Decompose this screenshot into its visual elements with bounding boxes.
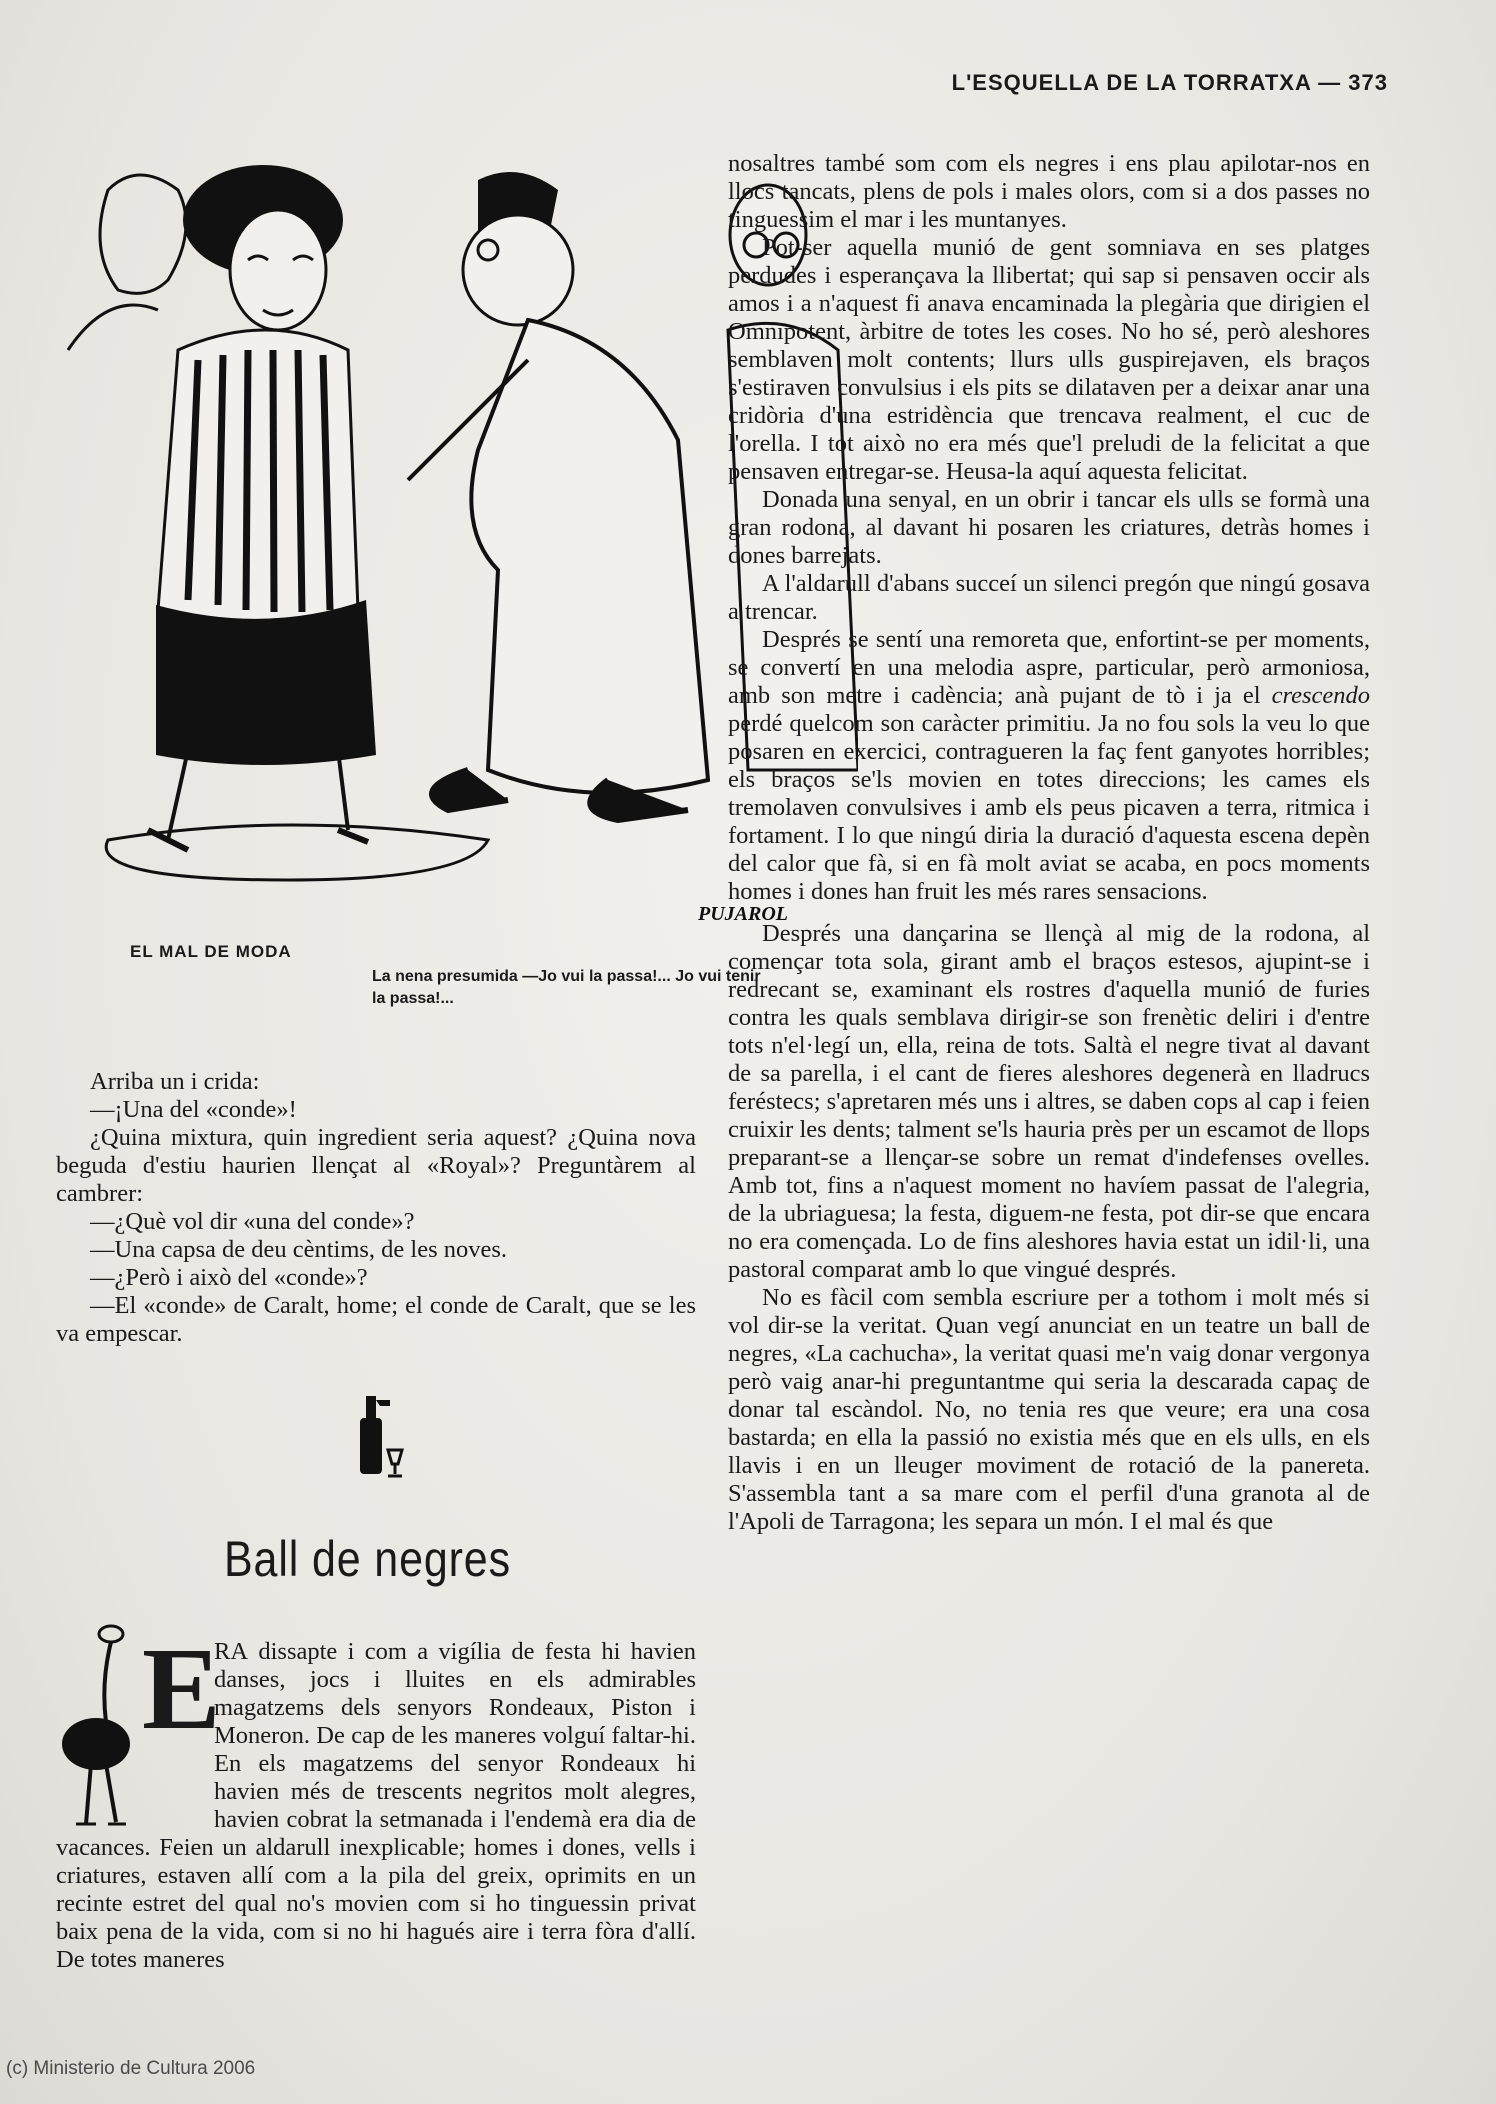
article-body-left: [56, 1623, 696, 1974]
paragraph: Donada una senyal, en un obrir i tancar els ulls se formà una gran rodona, al davant hi posaren les criatures, detràs homes i dones barrejats.: [728, 486, 1370, 569]
artist-signature: PUJAROL: [698, 903, 788, 925]
paragraph: —¿Què vol dir «una del conde»?: [90, 1208, 415, 1235]
article-opening-text: dissapte i com a vigília de festa hi havien danses, jocs i lluites en els admirables magatzems dels senyors Rondeaux, Piston i Moneron. De cap de les maneres volguí faltar-hi. En els magatzems del senyor Rondeaux hi havien més de trescents negritos molt alegres, havien cobrat la setmanada i l'endemà era dia de vacances. Feien un aldarull inexplicable; homes i dones, vells i criatures, estaven allí com a la pila del greix, oprimits en un recinte estret del qual no's movien com si ho tinguessin privat baix pena de la vida, com si no hi hagués aire i terra fòra d'allí. De totes maneres: [56, 1638, 696, 1973]
paragraph: [728, 626, 1370, 906]
caption-title: EL MAL DE MODA: [130, 942, 292, 961]
crying-woman: [148, 165, 376, 850]
caption-text: La nena presumida —Jo vui la passa!... Jo vui tenir la passa!...: [372, 968, 761, 1007]
conde-section: [56, 1068, 696, 1348]
paragraph: Arriba un i crida:: [90, 1068, 260, 1095]
paragraph: nosaltres també som com els negres i ens plau apilotar-nos en llocs tancats, plens de pols i males olors, com si a dos passes no tinguessim el mar i les muntanyes.: [728, 150, 1370, 233]
siphon-icon: [352, 1390, 408, 1480]
text-run: perdé quelcom son caràcter primitiu. Ja no fou sols la veu lo que posaren en exercici, contragueren la faç fent ganyotes horribles; els braços se'ls movien en totes direccions; les cames els tremolaven convulsives i amb els peus picaven a terra, ritmica i fortament. I lo que ningú diria la duració d'aquesta escena depèn del calor que fà, si en fà molt aviat se acaba, en pocs moments homes i dones han fruit les més rares sensacions.: [728, 710, 1370, 905]
running-head: L'ESQUELLA DE LA TORRATXA — 373: [951, 70, 1388, 95]
paragraph: No es fàcil com sembla escriure per a tothom i molt més si vol dir-se la veritat. Quan vegí anunciat en un teatre un ball de negres, «La cachucha», la veritat quasi me'n vaig donar vergonya però vaig anar-hi preguntantme qui seria la descarada capaç de donar tal escàndol. No, no tenia res que veure; era una cosa bastarda; en ella la passió no existia més que en els ulls, en els llavis i en un lleuger moviment de rotació de la panereta. S'assembla tant a sa mare com el perfil d'una granota al de l'Apoli de Tarragona; les separa un món. I el mal és que: [728, 1284, 1370, 1535]
paragraph: Després una dançarina se llençà al mig de la rodona, al començar tota sola, girant amb el braços estesos, ajupint-se i redrecant se, examinant els rostres d'aquella munió de furies contra les quals semblava dirigir-se son frenètic deliri i d'entre tots n'el·legí un, ella, reina de tots. Saltà el negre tivat al davant de sa parella, i el cant de fieres aleshores degenerà en lladrucs feréstecs; s'apretaren més uns i altres, se daben cops al cap i feien cruixir les dents; talment se'ls hauria près per un escamot de llops preparant-se a llençar-se sobre un remat d'indefenses ovelles. Amb tot, fins a n'aquest moment no havíem passat de l'alegria, de la ubriaguesa; la festa, diguem-ne festa, pot dir-se que encara no era començada. Lo de fins aleshores havia estat un idil·li, una pastoral comparat amb lo que vingué després.: [728, 920, 1370, 1283]
text-run: Després se sentí una remoreta que, enfortint-se per moments, se convertí en una melodia aspre, particular, però armoniosa, amb son metre i cadència; anà pujant de tò i ja el: [728, 626, 1370, 709]
dropcap-letter: E: [142, 1623, 221, 1754]
italic-word: crescendo: [1271, 682, 1370, 709]
first-word-rest: RA: [214, 1638, 249, 1665]
article-title: Ball de negres: [224, 1531, 511, 1587]
paragraph: —¿Però i això del «conde»?: [90, 1264, 368, 1291]
paragraph: A l'aldarull d'abans succeí un silenci pregón que ningú gosava a trencar.: [728, 570, 1370, 625]
old-man-with-fez: [408, 172, 708, 820]
ostrich-icon: [56, 1614, 146, 1834]
paragraph: ¿Quina mixtura, quin ingredient seria aquest? ¿Quina nova beguda d'estiu haurien llençat al «Royal»? Preguntàrem al cambrer:: [56, 1124, 696, 1207]
puddle: [106, 825, 488, 880]
paragraph: Pot-ser aquella munió de gent somniava en ses platges perdudes i esperançava la llibertat; qui sap si pensaven occir als amos i a n'aquest fi anava encaminada la plegària que dirigien el Omnipotent, àrbitre de totes les coses. No ho sé, però aleshores semblaven molt contents; llurs ulls guspirejaven, els braços s'estiraven convulsius i els pits se dilataven per a deixar anar una cridòria d'una estridència que trencava realment, el cuc de l'orella. I tot això no era més que'l preludi de la felicitat a que pensaven entregar-se. Heusa-la aquí aquesta felicitat.: [728, 234, 1370, 485]
dropcap-block: [56, 1623, 221, 1808]
background-woman: [68, 175, 186, 350]
paragraph: —Una capsa de deu cèntims, de les noves.: [90, 1236, 508, 1263]
copyright-notice: (c) Ministerio de Cultura 2006: [6, 2058, 256, 2079]
paragraph: —¡Una del «conde»!: [90, 1096, 297, 1123]
right-column-upper: [728, 150, 1370, 1536]
paragraph: —El «conde» de Caralt, home; el conde de Caralt, que se les va empescar.: [56, 1292, 696, 1347]
